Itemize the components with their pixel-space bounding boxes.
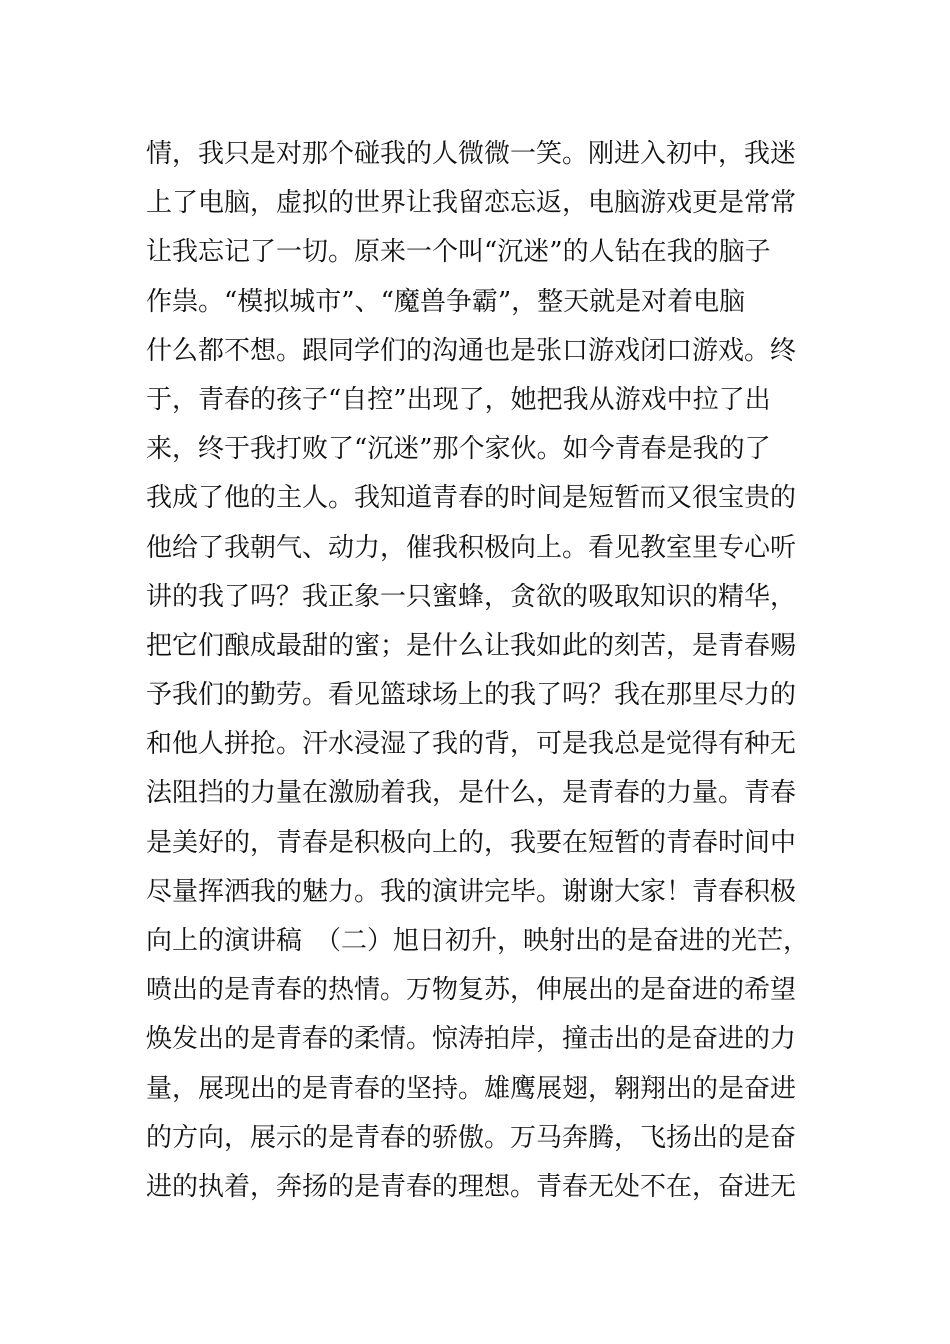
text-line: 把它们酿成最甜的蜜；是什么让我如此的刻苦，是青春赐 [146,630,797,661]
text-line: 什么都不想。跟同学们的沟通也是张口游戏闭口游戏。终 [146,335,797,366]
text-line: 尽量挥洒我的魅力。我的演讲完毕。谢谢大家！青春积极 [146,876,797,907]
text-line: 法阻挡的力量在激励着我，是什么，是青春的力量。青春 [146,778,797,809]
text-line: 的方向，展示的是青春的骄傲。万马奔腾，飞扬出的是奋 [146,1122,797,1153]
text-line: 让我忘记了一切。原来一个叫“沉迷”的人钻在我的脑子 [146,237,771,268]
text-line: 和他人拼抢。汗水浸湿了我的背，可是我总是觉得有种无 [146,729,797,760]
text-line: 他给了我朝气、动力，催我积极向上。看见教室里专心听 [146,532,797,563]
text-line: 于，青春的孩子“自控”出现了，她把我从游戏中拉了出 [146,384,771,415]
text-line: 作祟。“模拟城市”、“魔兽争霸”，整天就是对着电脑 [146,286,746,317]
text-line: 喷出的是青春的热情。万物复苏，伸展出的是奋进的希望 [146,975,797,1006]
text-line: 量，展现出的是青春的坚持。雄鹰展翅，翱翔出的是奋进 [146,1073,797,1104]
text-line: 来，终于我打败了“沉迷”那个家伙。如今青春是我的了 [146,434,771,465]
text-line: 焕发出的是青春的柔情。惊涛拍岸，撞击出的是奋进的力 [146,1024,797,1055]
text-line: 情，我只是对那个碰我的人微微一笑。刚进入初中，我迷 [146,139,797,169]
text-line: 上了电脑，虚拟的世界让我留恋忘返，电脑游戏更是常常 [146,188,797,219]
body-text [146,130,836,1212]
text-line: 进的执着，奔扬的是青春的理想。青春无处不在，奋进无 [146,1171,797,1202]
text-line: 我成了他的主人。我知道青春的时间是短暂而又很宝贵的 [146,483,797,514]
text-line: 是美好的，青春是积极向上的，我要在短暂的青春时间中 [146,827,797,858]
text-line: 讲的我了吗？我正象一只蜜蜂，贪欲的吸取知识的精华， [146,581,797,612]
text-line: 予我们的勤劳。看见篮球场上的我了吗？我在那里尽力的 [146,680,797,711]
text-line: 向上的演讲稿 （二）旭日初升，映射出的是奋进的光芒， [146,926,810,956]
